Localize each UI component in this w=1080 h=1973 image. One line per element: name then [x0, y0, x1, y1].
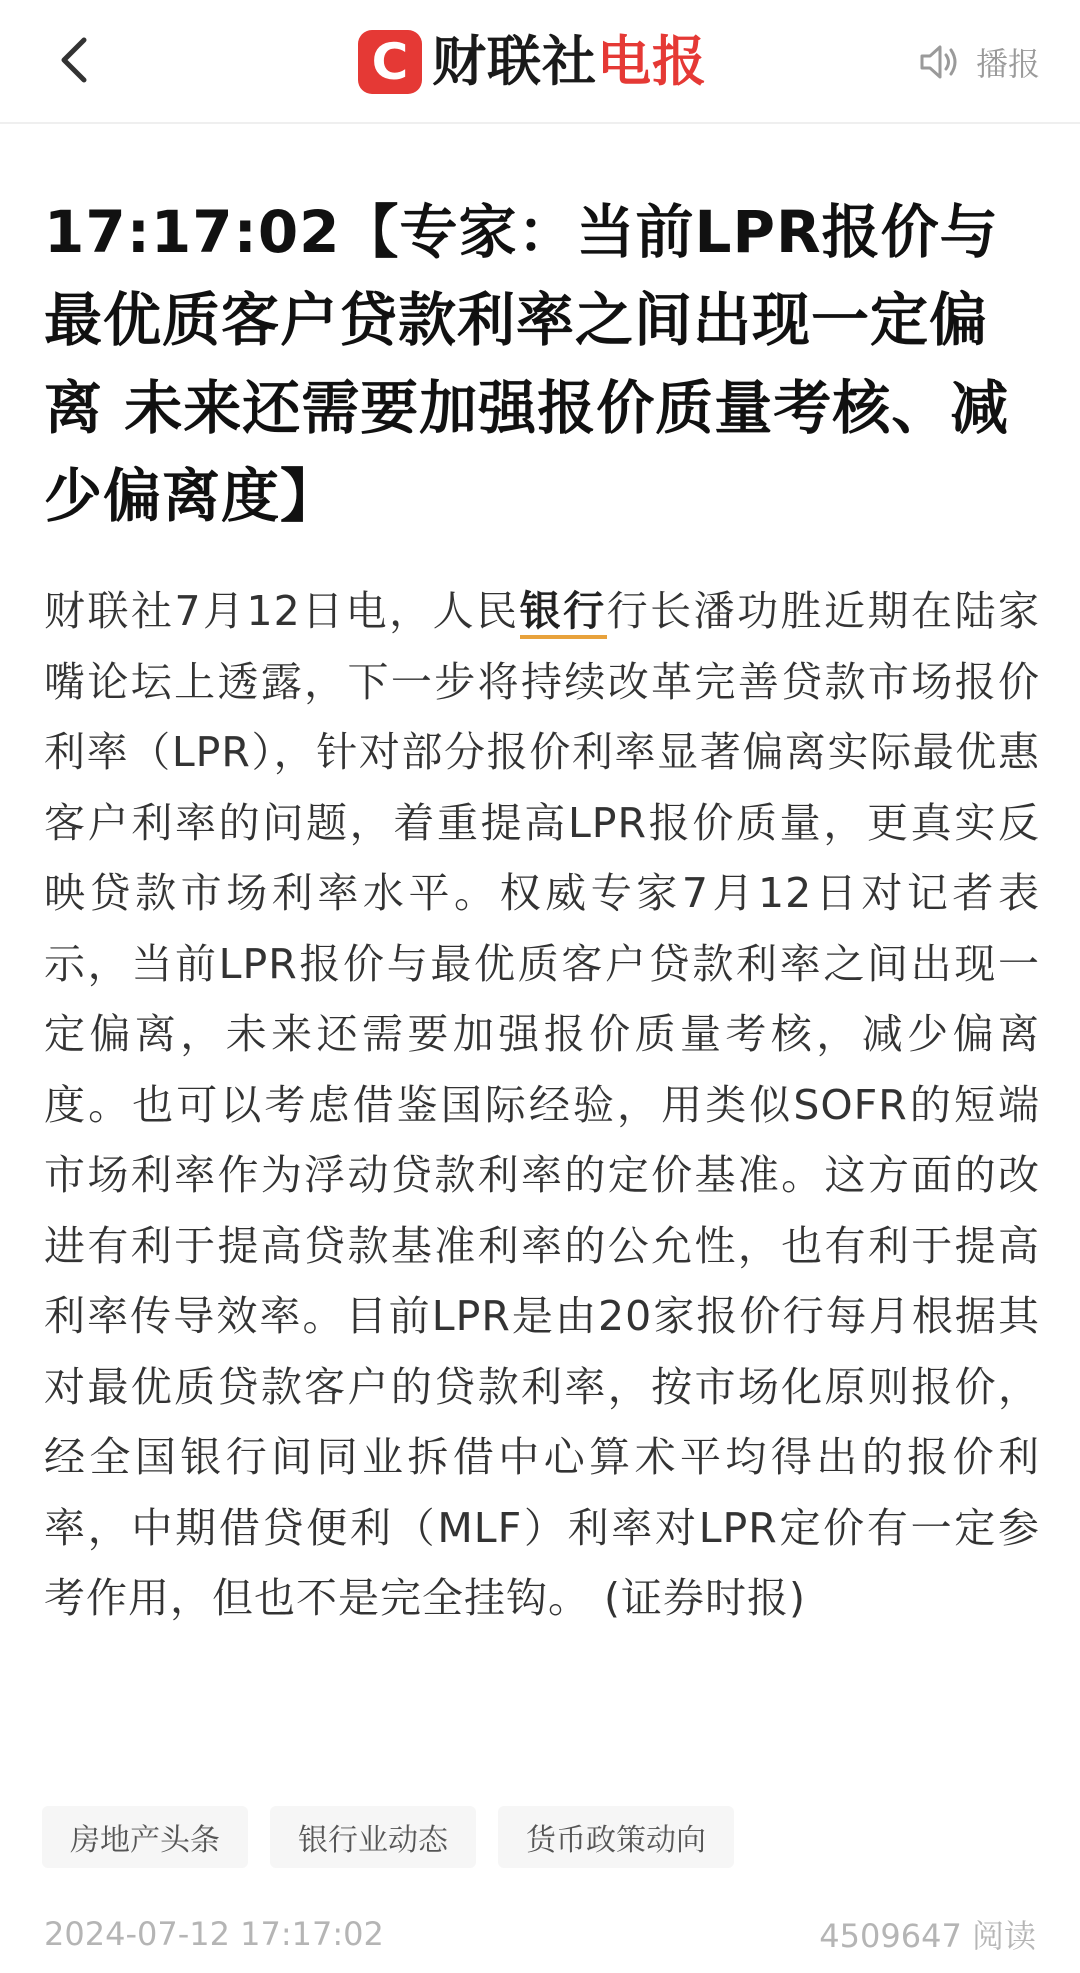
topic-tags	[42, 1806, 734, 1868]
article-headline: 17:17:02【专家：当前LPR报价与最优质客户贷款利率之间出现一定偏离 未来还需要加强报价质量考核、减少偏离度】	[44, 198, 1010, 530]
top-navigation-bar	[0, 0, 1080, 124]
brand-name-part2: 电报	[597, 30, 707, 93]
article-body	[44, 576, 1040, 1634]
article-body-text: 行长潘功胜近期在陆家嘴论坛上透露，下一步将持续改革完善贷款市场报价利率（LPR），针对部分报价利率显著偏离实际最优惠客户利率的问题，着重提高LPR报价质量，更真实反映贷款市场利率水平。权威专家7月12日对记者表示，当前LPR报价与最优质客户贷款利率之间出现一定偏离，未来还需要加强报价质量考核，减少偏离度。也可以考虑借鉴国际经验，用类似SOFR的短端市场利率作为浮动贷款利率的定价基准。这方面的改进有利于提高贷款基准利率的公允性，也有利于提高利率传导效率。目前LPR是由20家报价行每月根据其对最优质贷款客户的贷款利率，按市场化原则报价，经全国银行间同业拆借中心算术平均得出的报价利率，中期借贷便利（MLF）利率对LPR定价有一定参考作用，但也不是完全挂钩。 (证券时报)	[44, 587, 1040, 1622]
back-button[interactable]	[46, 28, 102, 92]
brand-logo-mark	[358, 30, 422, 94]
brand-logo-letter: C	[371, 33, 409, 91]
brand-logo	[358, 28, 707, 96]
keyword-link-bank[interactable]: 银行	[520, 587, 607, 639]
brand-name-part1: 财联社	[432, 30, 597, 93]
chevron-left-icon	[46, 28, 102, 92]
article-footer	[44, 1910, 1036, 1958]
read-count: 4509647 阅读	[819, 1917, 1036, 1955]
article-body-text: 财联社7月12日电，人民	[44, 587, 520, 635]
play-audio-button[interactable]	[916, 36, 1040, 88]
play-audio-label: 播报	[975, 45, 1040, 83]
publish-timestamp: 2024-07-12 17:17:02	[44, 1915, 384, 1953]
speaker-icon	[916, 39, 962, 85]
tag-real-estate[interactable]: 房地产头条	[42, 1806, 248, 1868]
tag-monetary-policy[interactable]: 货币政策动向	[498, 1806, 734, 1868]
brand-name	[432, 30, 707, 93]
tag-banking[interactable]: 银行业动态	[270, 1806, 476, 1868]
